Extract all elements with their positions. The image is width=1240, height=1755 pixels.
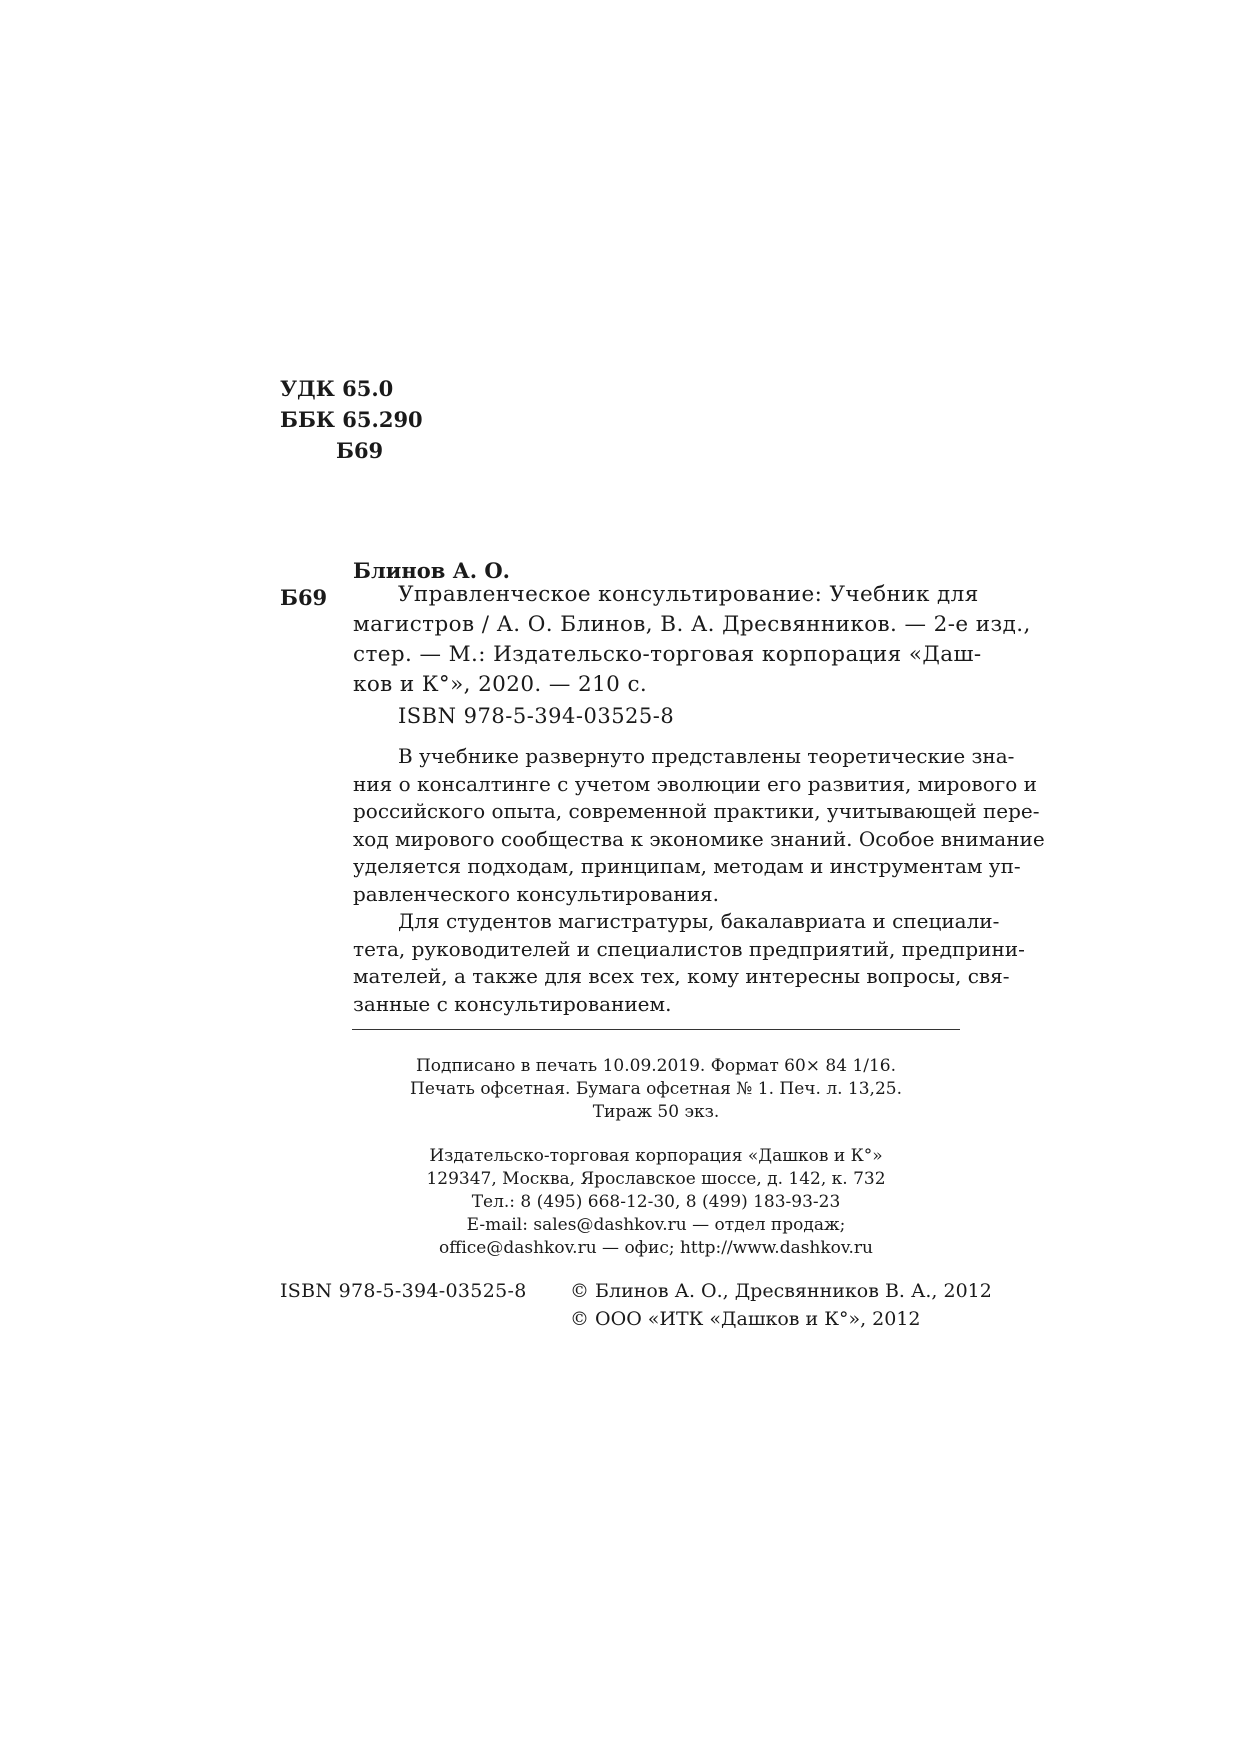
bibliographic-reference [353, 580, 1031, 700]
publisher-line: Издательско-торговая корпорация «Дашков и К°» [429, 1146, 883, 1166]
abstract [353, 743, 1045, 1018]
isbn-main: ISBN 978-5-394-03525-8 [398, 704, 675, 728]
abstract-line: равленческого консультирования. [353, 881, 720, 906]
abstract-line: российского опыта, современной практики, учитывающей пере- [353, 799, 1040, 823]
bbk-code: ББК 65.290 [280, 407, 423, 432]
print-info [352, 1055, 960, 1124]
author-mark-entry: Б69 [280, 585, 328, 610]
publisher-line: E-mail: sales@dashkov.ru — отдел продаж; [466, 1215, 846, 1235]
abstract-line: В учебнике развернуто представлены теоретические зна- [398, 744, 1015, 768]
publisher-line: Тел.: 8 (495) 668-12-30, 8 (499) 183-93-23 [471, 1192, 841, 1212]
reference-line: стер. — М.: Издательско-торговая корпорация «Даш- [353, 642, 982, 667]
author-name: Блинов А. О. [353, 558, 510, 583]
divider [352, 1029, 960, 1030]
print-info-line: Подписано в печать 10.09.2019. Формат 60× 84 1/16. [415, 1056, 897, 1076]
abstract-line: занные с консультированием. [353, 991, 672, 1016]
abstract-line: мателей, а также для всех тех, кому интересны вопросы, свя- [353, 964, 1010, 988]
abstract-line: ход мирового сообщества к экономике знаний. Особое внимание [353, 826, 1045, 851]
abstract-line: тета, руководителей и специалистов предприятий, предприни- [353, 936, 1025, 961]
print-info-line: Печать офсетная. Бумага офсетная № 1. Печ. л. 13,25. [410, 1079, 902, 1099]
publisher-info [352, 1145, 960, 1260]
abstract-paragraph-2 [353, 908, 1025, 1018]
publisher-line: office@dashkov.ru — офис; http://www.dashkov.ru [439, 1238, 873, 1258]
abstract-line: Для студентов магистратуры, бакалавриата и специали- [398, 909, 1000, 933]
author-mark: Б69 [336, 438, 384, 463]
print-info-line: Тираж 50 экз. [592, 1102, 720, 1122]
abstract-paragraph-1 [353, 743, 1045, 908]
copyright-line: © ООО «ИТК «Дашков и К°», 2012 [570, 1308, 921, 1330]
abstract-line: ния о консалтинге с учетом эволюции его развития, мирового и [353, 771, 1037, 796]
reference-line: магистров / А. О. Блинов, В. А. Дресвянников. — 2-е изд., [353, 612, 1031, 637]
udk-code: УДК 65.0 [280, 376, 394, 401]
reference-line: ков и К°», 2020. — 210 с. [353, 672, 648, 697]
reference-line: Управленческое консультирование: Учебник для [398, 582, 979, 607]
publisher-line: 129347, Москва, Ярославское шоссе, д. 142, к. 732 [426, 1169, 886, 1189]
isbn-footer: ISBN 978-5-394-03525-8 [280, 1280, 527, 1302]
copyright-line: © Блинов А. О., Дресвянников В. А., 2012 [570, 1280, 992, 1302]
abstract-line: уделяется подходам, принципам, методам и инструментам уп- [353, 854, 1021, 878]
